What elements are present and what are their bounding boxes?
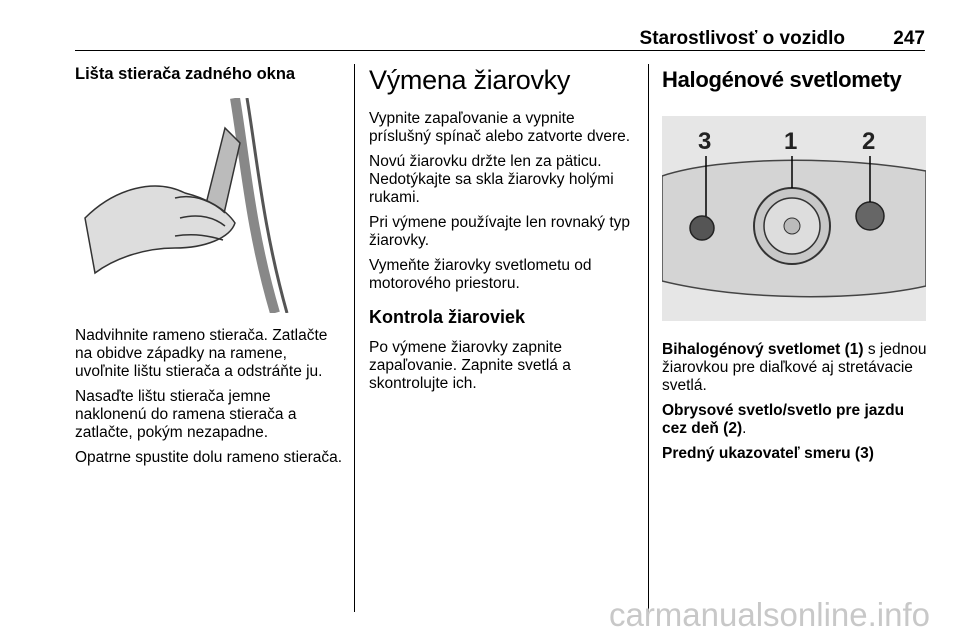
column-halogen: [662, 64, 928, 470]
callout-1: 1: [784, 128, 798, 155]
item-1-label: Bihalogénový svetlomet (1): [662, 341, 864, 358]
wiper-heading: Lišta stierača zadného okna: [75, 65, 296, 83]
column-divider-1: [354, 64, 355, 612]
wiper-step-3: Opatrne spustite dolu rameno stierača.: [75, 449, 343, 466]
page-number: 247: [893, 28, 925, 49]
item-1-text: s jednou žiarovkou pre diaľkové aj stretávacie svetlá.: [662, 341, 927, 394]
wiper-step-2: Nasaďte lištu stierača jemne naklonenú do ramena stierača a zatlačte, pokým nezapadne.: [75, 388, 297, 441]
bulb-check-heading: Kontrola žiaroviek: [369, 307, 526, 327]
bulb-check-paragraph: Po výmene žiarovky zapnite zapaľovanie. Zapnite svetlá a skontrolujte ich.: [369, 339, 571, 392]
section-title: Starostlivosť o vozidlo: [639, 28, 845, 49]
item-2-text: .: [742, 420, 747, 437]
halogen-item-2: [662, 402, 928, 438]
halogen-heading: Halogénové svetlomety: [662, 67, 902, 92]
wiper-illustration: [75, 98, 340, 313]
bulb-paragraph-1: Vypnite zapaľovanie a vypnite príslušný spínač alebo zatvorte dvere.: [369, 110, 631, 145]
column-divider-2: [648, 64, 649, 612]
bulb-paragraph-4: Vymeňte žiarovky svetlometu od motorového priestoru.: [369, 257, 592, 292]
wiper-step-1: Nadvihnite rameno stierača. Zatlačte na obidve západky na ramene, uvoľnite lištu stierača a odstráňte ju.: [75, 327, 328, 380]
watermark: carmanualsonline.info: [608, 596, 930, 633]
bulb-paragraph-2: Novú žiarovku držte len za päticu. Nedotýkajte sa skla žiarovky holými rukami.: [369, 153, 614, 206]
callout-2: 2: [862, 128, 876, 155]
item-2-label: Obrysové svetlo/svetlo pre jazdu cez deň (2): [662, 402, 905, 437]
page-header: [75, 28, 925, 51]
callout-3: 3: [698, 128, 712, 155]
column-bulb-replacement: [369, 64, 637, 400]
halogen-item-3: [662, 445, 928, 463]
bulb-paragraph-3: Pri výmene používajte len rovnaký typ žiarovky.: [369, 214, 631, 249]
bulb-title: Výmena žiarovky: [369, 65, 571, 95]
halogen-item-1: [662, 341, 928, 395]
headlight-illustration: [662, 116, 926, 321]
column-wiper: [75, 64, 343, 474]
item-3-label: Predný ukazovateľ smeru (3): [662, 445, 874, 462]
